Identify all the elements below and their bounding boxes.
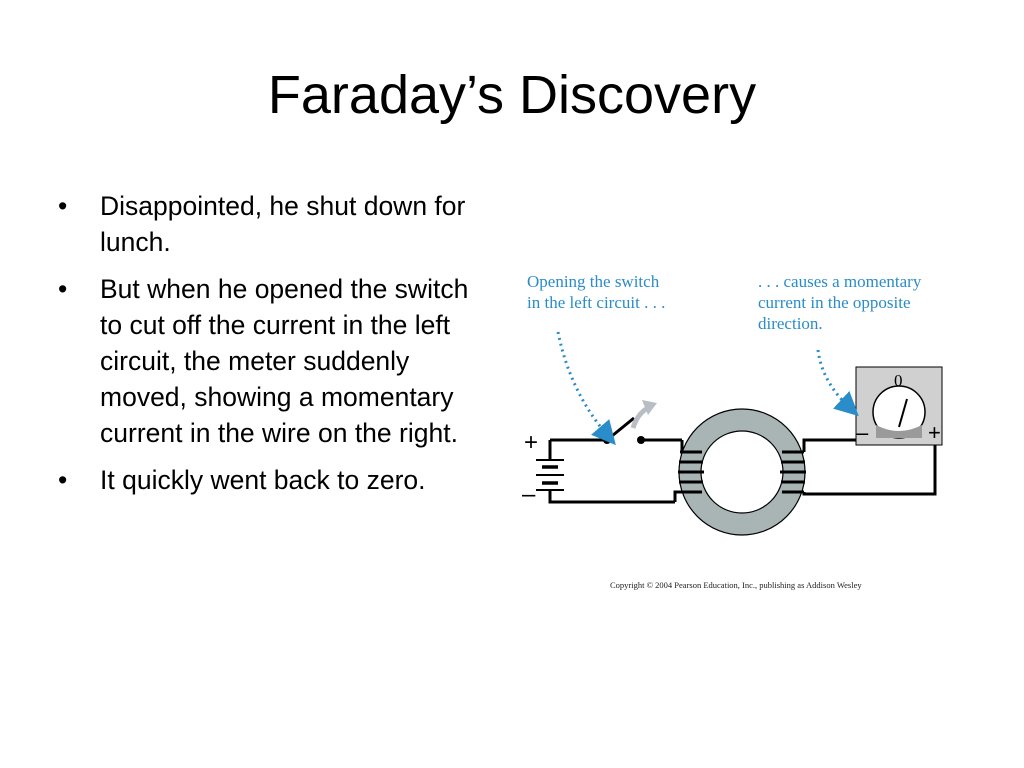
copyright-notice: Copyright © 2004 Pearson Education, Inc., publishing as Addison Wesley [610,580,862,590]
callout-arrow-left [558,332,608,436]
switch-contact-right [637,436,645,444]
callout-arrow-right [818,350,850,408]
bullet-dot: • [58,465,68,495]
bullet-text: Disappointed, he shut down for lunch. [100,191,466,257]
meter-minus-sign: – [856,420,869,445]
slide-title: Faraday’s Discovery [267,65,757,125]
faraday-induction-diagram [510,262,990,602]
bullet-list [58,188,488,509]
battery-minus-sign: – [522,481,536,508]
bullet-item [58,271,488,451]
bullet-item [58,188,488,260]
left-wire-bottom [550,490,675,502]
switch-lever [607,418,634,440]
circuit-svg [510,262,990,562]
iron-ring [690,420,794,524]
bullet-text: But when he opened the switch to cut off the current in the left circuit, the meter suddenly moved, showing a momentary current in the wire on the right. [100,274,469,448]
bullet-dot: • [58,274,68,304]
caption-right: . . . causes a momentary current in the opposite direction. [758,272,922,333]
battery-icon [536,460,564,490]
bullet-item [58,462,488,498]
battery-plus-sign: + [524,429,539,456]
meter-zero-label: 0 [894,371,903,390]
meter-plus-sign: + [928,420,941,445]
caption-left: Opening the switch in the left circuit . . . [527,272,666,312]
bullet-text: It quickly went back to zero. [100,465,426,495]
bullet-dot: • [58,191,68,221]
